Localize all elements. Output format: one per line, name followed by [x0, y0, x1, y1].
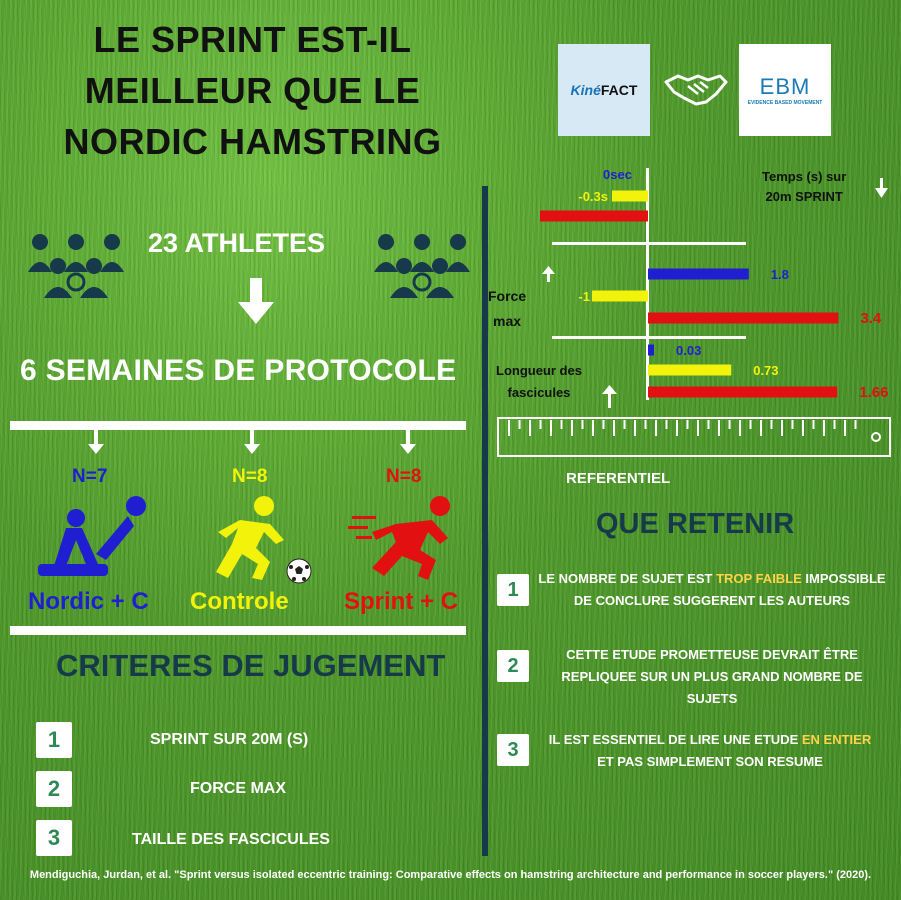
axis-zero-label: 0sec: [603, 167, 632, 182]
ruler-tick: [834, 420, 836, 429]
group-nordic-label: Nordic + C: [28, 588, 149, 615]
ruler-icon: [498, 418, 890, 456]
result-bar-label: -1: [578, 289, 590, 304]
ebm-logo: [739, 44, 831, 136]
ruler-tick: [655, 420, 657, 436]
arrow-down-icon: [242, 430, 262, 461]
ruler-tick: [718, 420, 720, 436]
ruler-tick: [781, 420, 783, 436]
ruler-tick: [792, 420, 794, 429]
ruler-tick: [550, 420, 552, 436]
arrow-up-icon: [602, 385, 617, 408]
result-bar-label: 0.03: [676, 343, 702, 358]
criteria-number-3: 3: [36, 820, 72, 856]
ruler-tick: [603, 420, 605, 429]
ruler-tick: [697, 420, 699, 436]
ruler-tick: [592, 420, 594, 436]
arrow-down-icon: [398, 430, 418, 461]
retain-item-1-end: IMPOSSIBLE DE CONCLURE SUGGERENT LES AUTEURS: [573, 571, 886, 608]
arrow-down-icon: [86, 430, 106, 461]
kinefact-logo-text: FACT: [600, 82, 638, 98]
ruler-tick: [561, 420, 563, 429]
ruler-tick: [624, 420, 626, 429]
ruler-tick: [519, 420, 521, 429]
handshake-icon: [664, 68, 728, 108]
retain-item-3: [540, 729, 880, 773]
result-bar-fasc: [648, 345, 654, 356]
result-bar-fasc: [648, 387, 837, 398]
ruler-tick: [771, 420, 773, 429]
ruler-tick: [729, 420, 731, 429]
criteria-item-3: TAILLE DES FASCICULES: [132, 831, 330, 848]
kinefact-logo: [558, 44, 650, 136]
retain-number-1: 1: [497, 574, 529, 606]
retain-number-2: 2: [497, 650, 529, 682]
arrow-down-icon: [238, 278, 274, 331]
result-bar-force: [648, 269, 749, 280]
protocol-duration: 6 SEMAINES DE PROTOCOLE: [20, 354, 457, 387]
soccer-ball-icon: [286, 558, 312, 589]
title-line-2: MEILLEUR QUE LE: [84, 70, 421, 111]
ruler-tick: [813, 420, 815, 429]
ruler-tick: [571, 420, 573, 436]
retain-number-3: 3: [497, 734, 529, 766]
fascicle-metric-label-line-2: fascicules: [507, 385, 571, 400]
retain-title: QUE RETENIR: [596, 508, 795, 540]
group-sprint-label: Sprint + C: [344, 588, 459, 615]
nordic-exercise-icon: [36, 494, 156, 589]
ruler-tick: [666, 420, 668, 429]
force-metric-label-line-2: max: [493, 313, 522, 329]
results-chart: [488, 160, 901, 490]
arrow-up-icon: [542, 266, 555, 282]
ruler-tick: [634, 420, 636, 436]
result-bar-label: 0.73: [753, 363, 779, 378]
sprint-metric-label-line-2: 20m SPRINT: [765, 189, 843, 204]
ruler-tick: [750, 420, 752, 429]
result-bar-fasc: [648, 365, 731, 376]
retain-item-1-highlight: TROP FAIBLE: [716, 571, 802, 586]
retain-item-2: [538, 644, 886, 710]
ruler-tick: [739, 420, 741, 436]
ruler-tick: [687, 420, 689, 429]
kinefact-logo-k: Kiné: [570, 82, 601, 98]
title-line-3: NORDIC HAMSTRING: [63, 121, 442, 162]
results-separator-2: [552, 336, 746, 339]
ruler-tick: [676, 420, 678, 436]
criteria-item-1: SPRINT SUR 20M (S): [150, 731, 309, 748]
criteria-number-1: 1: [36, 722, 72, 758]
group-nordic-count: N=7: [72, 466, 108, 487]
groups-bottom-rule: [10, 626, 466, 635]
sprint-metric-label: [762, 167, 846, 207]
ruler-tick: [855, 420, 857, 429]
retain-item-3-highlight: EN ENTIER: [801, 732, 872, 747]
people-group-icon-left: [24, 232, 128, 306]
ebm-logo-subtext: EVIDENCE BASED MOVEMENT: [747, 100, 823, 106]
group-control-count: N=8: [232, 466, 268, 487]
ruler-tick: [802, 420, 804, 436]
group-sprint-count: N=8: [386, 466, 422, 487]
title-line-1: LE SPRINT EST-IL: [93, 19, 412, 60]
ruler-tick: [844, 420, 846, 436]
result-bar-force: [592, 291, 648, 302]
criteria-item-2: FORCE MAX: [190, 780, 286, 797]
result-bar-label: -0.9s: [546, 209, 576, 224]
sprint-metric-label-line-1: Temps (s) sur: [762, 169, 847, 184]
force-metric-label: [488, 284, 526, 334]
result-bar-label: 3.4: [860, 310, 882, 327]
fascicle-metric-label: [496, 360, 582, 404]
retain-item-3-end: ET PAS SIMPLEMENT SON RESUME: [597, 754, 823, 769]
retain-item-3-text: IL EST ESSENTIEL DE LIRE UNE ETUDE: [548, 732, 802, 747]
ruler-tick: [708, 420, 710, 429]
ruler-tick: [540, 420, 542, 429]
criteria-number-2: 2: [36, 771, 72, 807]
retain-item-1: [538, 568, 886, 612]
result-bar-sprint: [612, 191, 648, 202]
ruler-tick: [508, 420, 510, 436]
ruler-tick: [613, 420, 615, 436]
ebm-logo-text: EBM: [759, 74, 811, 99]
ruler-tick: [645, 420, 647, 429]
results-separator-1: [552, 242, 746, 245]
running-icon: [204, 494, 294, 589]
ruler-tick: [582, 420, 584, 429]
people-group-icon-right: [370, 232, 474, 306]
force-metric-label-line-1: Force: [488, 288, 527, 304]
result-bar-label: 1.8: [770, 267, 789, 282]
sprinting-icon: [348, 494, 464, 589]
result-bar-label: 1.66: [859, 384, 889, 401]
ruler-tick: [760, 420, 762, 436]
results-figure: [488, 160, 901, 490]
criteria-title: CRITERES DE JUGEMENT: [56, 648, 446, 683]
groups-top-rule: [10, 421, 466, 430]
ruler-tick: [529, 420, 531, 436]
group-control-label: Controle: [190, 588, 289, 615]
athletes-count: 23 ATHLETES: [148, 228, 326, 258]
retain-item-2-text: CETTE ETUDE PROMETTEUSE DEVRAIT ÊTRE REPLIQUEE SUR UN PLUS GRAND NOMBRE DE SUJETS: [561, 647, 863, 706]
retain-item-1-text: LE NOMBRE DE SUJET EST: [538, 571, 717, 586]
citation: Mendiguchia, Jurdan, et al. "Sprint versus isolated eccentric training: Comparative effects on hamstring architecture and performance in soccer players." (2020).: [29, 869, 872, 881]
fascicle-metric-label-line-1: Longueur des: [496, 363, 582, 378]
result-bar-force: [648, 313, 838, 324]
ruler-tick: [823, 420, 825, 436]
arrow-down-icon: [875, 178, 888, 198]
result-bar-label: -0.3s: [578, 189, 608, 204]
page-title: [0, 14, 505, 167]
referentiel-label: REFERENTIEL: [566, 470, 671, 487]
